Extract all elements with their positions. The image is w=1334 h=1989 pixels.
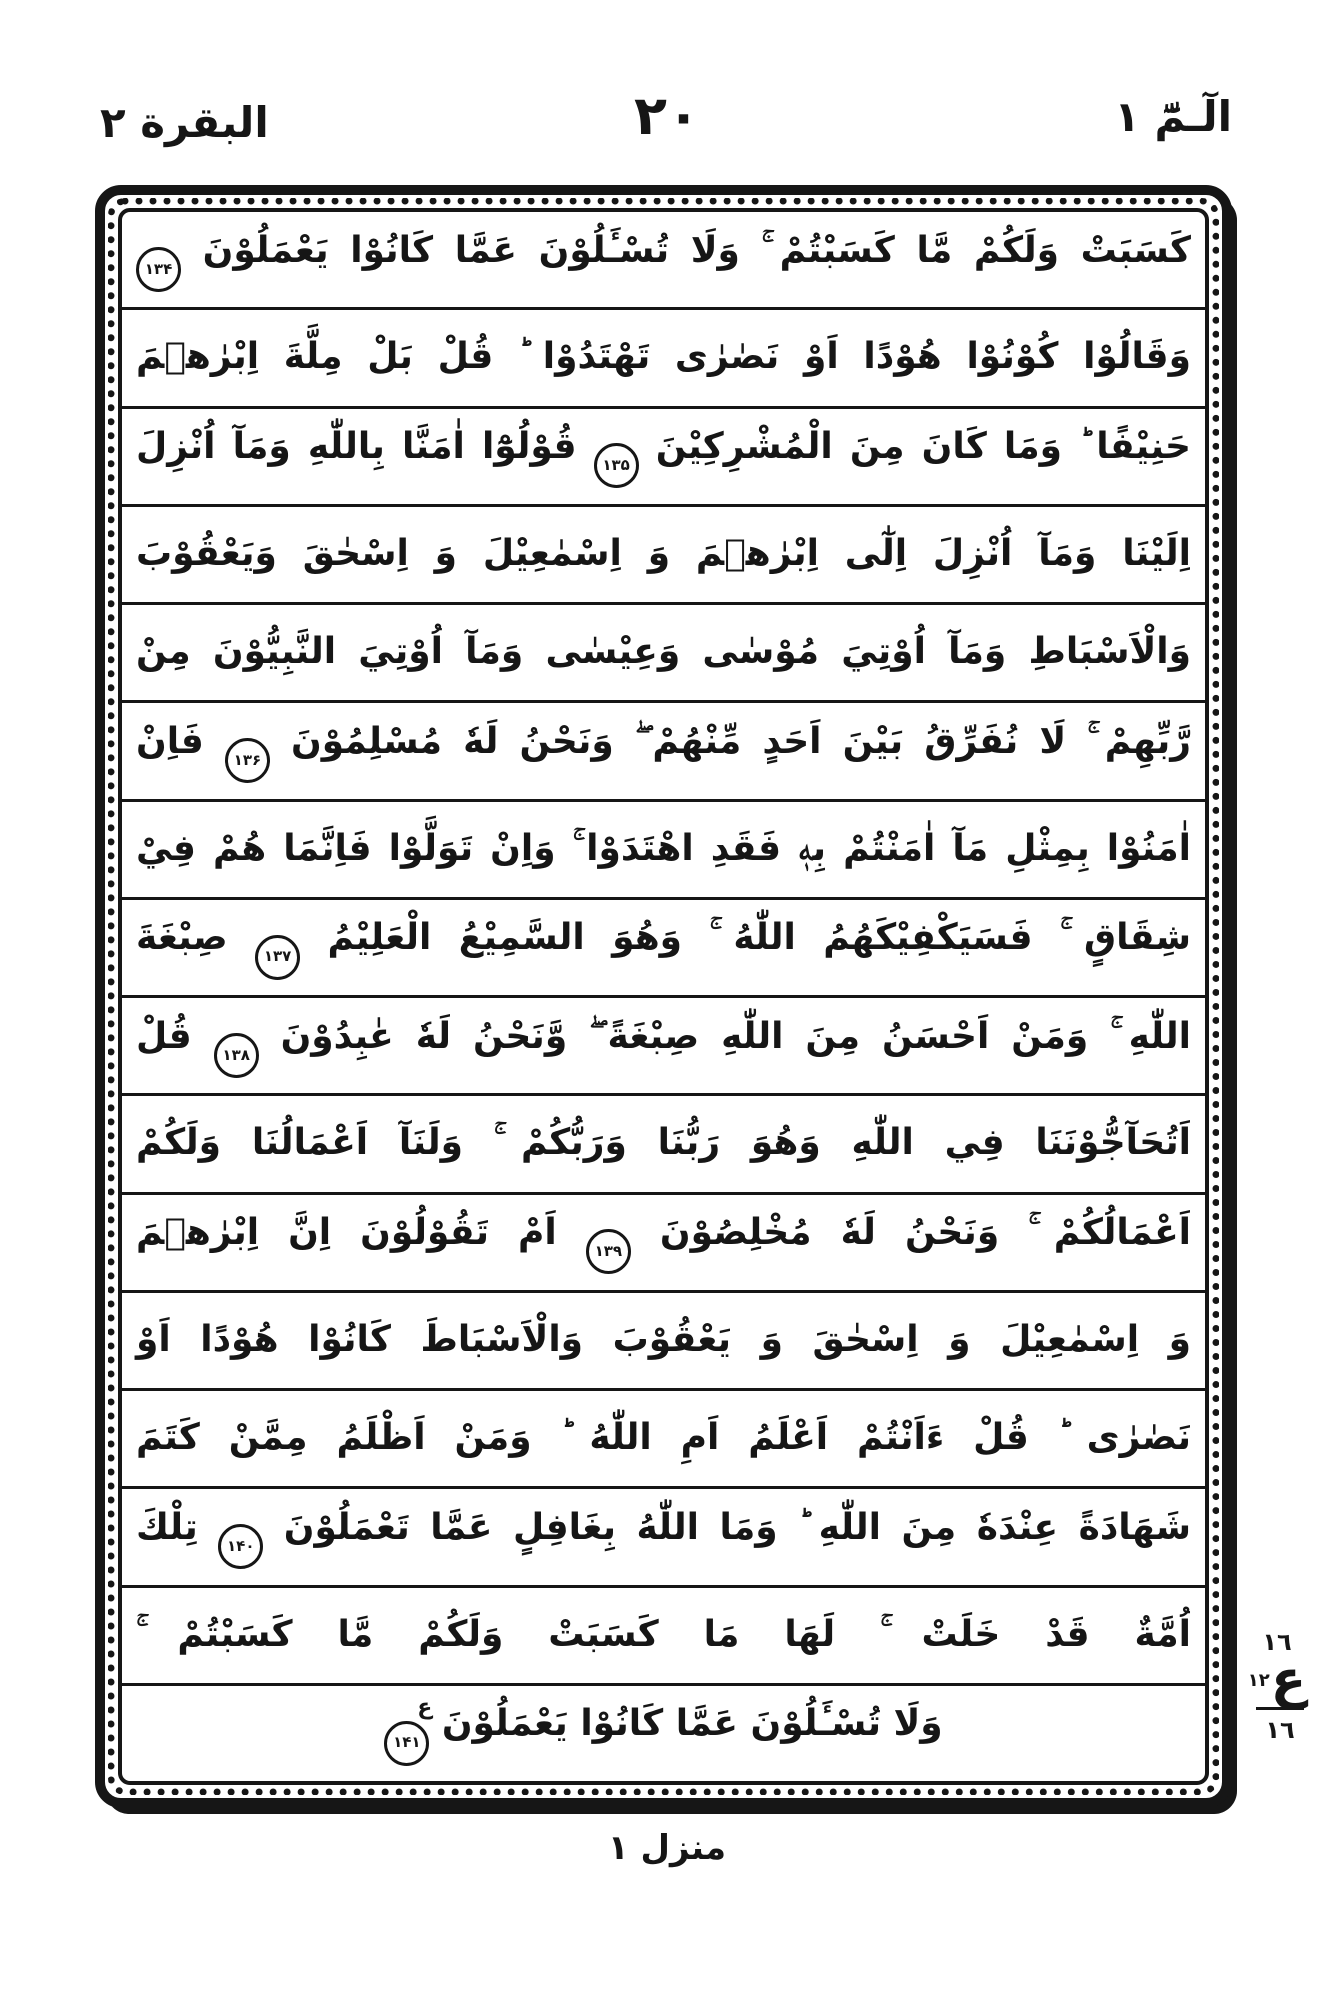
quran-line [122,1588,1205,1686]
ruku-margin-marker [1242,1628,1312,1745]
ruku-count-inner: ١٢ [1247,1670,1270,1691]
quran-line [122,1686,1205,1781]
quran-line [122,900,1205,998]
quran-line-text: رَّبِّهِمْ ۚ لَا نُفَرِّقُ بَيْنَ اَحَدٍ مِّنْهُمْ ۖ وَنَحْنُ لَهٗ مُسْلِمُوْنَ ۱۳۶ فَاِنْ [136,719,1191,783]
quran-line-text: اِلَيْنَا وَمَآ اُنْزِلَ اِلٰٓى اِبْرٰهٖمَ وَ اِسْمٰعِيْلَ وَ اِسْحٰقَ وَيَعْقُوْبَ [136,532,1191,574]
quran-line-text: وَلَا تُسْـَٔلُوْنَ عَمَّا كَانُوْا يَعْمَلُوْنَ ۱۴۱ ع [136,1701,1191,1765]
manzil-label: منزل ١ [607,1828,727,1868]
verse-number-badge: ۱۳۹ [586,1229,631,1274]
quran-line-text: اَتُحَآجُّوْنَنَا فِي اللّٰهِ وَهُوَ رَبُّنَا وَرَبُّكُمْ ۚ وَلَنَآ اَعْمَالُنَا وَلَكُمْ [136,1122,1191,1164]
verse-number-badge: ۱۳۷ [255,935,300,980]
quran-line-text: وَالْاَسْبَاطِ وَمَآ اُوْتِيَ مُوْسٰى وَعِيْسٰى وَمَآ اُوْتِيَ النَّبِيُّوْنَ مِنْ [136,631,1191,673]
quran-line-text: كَسَبَتْ وَلَكُمْ مَّا كَسَبْتُمْ ۚ وَلَا تُسْـَٔلُوْنَ عَمَّا كَانُوْا يَعْمَلُوْنَ ۱۳۴ [136,228,1191,292]
verse-number-badge: ۱۳۵ [594,443,639,488]
mushaf-lines [118,208,1209,1785]
ornamental-frame [95,185,1232,1808]
quran-line-text: اٰمَنُوْا بِمِثْلِ مَآ اٰمَنْتُمْ بِهٖ فَقَدِ اهْتَدَوْا ۚ وَاِنْ تَوَلَّوْا فَاِنَّمَا هُمْ فِيْ [136,827,1191,869]
quran-line [122,409,1205,507]
quran-line-text: اللّٰهِ ۚ وَمَنْ اَحْسَنُ مِنَ اللّٰهِ صِبْغَةً ۖ وَّنَحْنُ لَهٗ عٰبِدُوْنَ ۱۳۸ قُلْ [136,1014,1191,1078]
verse-number-badge: ۱۴۰ [218,1524,263,1569]
quran-line [122,998,1205,1096]
surah-name-label: البقرة ٢ [100,98,269,147]
quran-line-text: وَ اِسْمٰعِيْلَ وَ اِسْحٰقَ وَ يَعْقُوْبَ وَالْاَسْبَاطَ كَانُوْا هُوْدًا اَوْ [136,1318,1191,1360]
verse-number-badge: ۱۳۶ [225,738,270,783]
quran-line [122,605,1205,703]
quran-line [122,507,1205,605]
verse-number-badge: ۱۳۴ [136,247,181,292]
quran-line [122,802,1205,900]
ruku-count-top: ١٦ [1262,1628,1292,1656]
verse-number-badge: ۱۳۸ [214,1033,259,1078]
quran-line [122,1391,1205,1489]
quran-line [122,703,1205,801]
quran-line [122,310,1205,408]
quran-line-text: حَنِيْفًا ؕ وَمَا كَانَ مِنَ الْمُشْرِكِيْنَ ۱۳۵ قُوْلُوْٓا اٰمَنَّا بِاللّٰهِ وَمَآ اُنْزِلَ [136,424,1191,488]
quran-line [122,1096,1205,1194]
verse-number-badge: ۱۴۱ ع [384,1721,429,1766]
quran-line [122,212,1205,310]
juz-name-label: الٓـمّٓ ١ [1114,92,1232,141]
quran-line [122,1489,1205,1587]
quran-line [122,1293,1205,1391]
quran-line-text: اَعْمَالُكُمْ ۚ وَنَحْنُ لَهٗ مُخْلِصُوْنَ ۱۳۹ اَمْ تَقُوْلُوْنَ اِنَّ اِبْرٰهٖمَ [136,1210,1191,1274]
quran-line-text: اُمَّةٌ قَدْ خَلَتْ ۚ لَهَا مَا كَسَبَتْ وَلَكُمْ مَّا كَسَبْتُمْ ۚ [136,1613,1191,1655]
beaded-border [108,198,1219,1795]
ruku-count-bottom: ١٦ [1256,1707,1304,1742]
ain-ruku-icon: ع [1270,1650,1307,1710]
quran-line-text: شَهَادَةً عِنْدَهٗ مِنَ اللّٰهِ ؕ وَمَا اللّٰهُ بِغَافِلٍ عَمَّا تَعْمَلُوْنَ ۱۴۰ تِلْكَ [136,1505,1191,1569]
quran-line [122,1195,1205,1293]
quran-line-text: شِقَاقٍ ۚ فَسَيَكْفِيْكَهُمُ اللّٰهُ ۚ وَهُوَ السَّمِيْعُ الْعَلِيْمُ ۱۳۷ صِبْغَةَ [136,915,1191,979]
quran-line-text: نَصٰرٰى ؕ قُلْ ءَاَنْتُمْ اَعْلَمُ اَمِ اللّٰهُ ؕ وَمَنْ اَظْلَمُ مِمَّنْ كَتَمَ [136,1417,1191,1459]
page-number: ٢٠ [634,84,700,147]
quran-line-text: وَقَالُوْا كُوْنُوْا هُوْدًا اَوْ نَصٰرٰى تَهْتَدُوْا ؕ قُلْ بَلْ مِلَّةَ اِبْرٰهٖمَ [136,336,1191,378]
ruku-end-sign: ع [417,1694,433,1720]
